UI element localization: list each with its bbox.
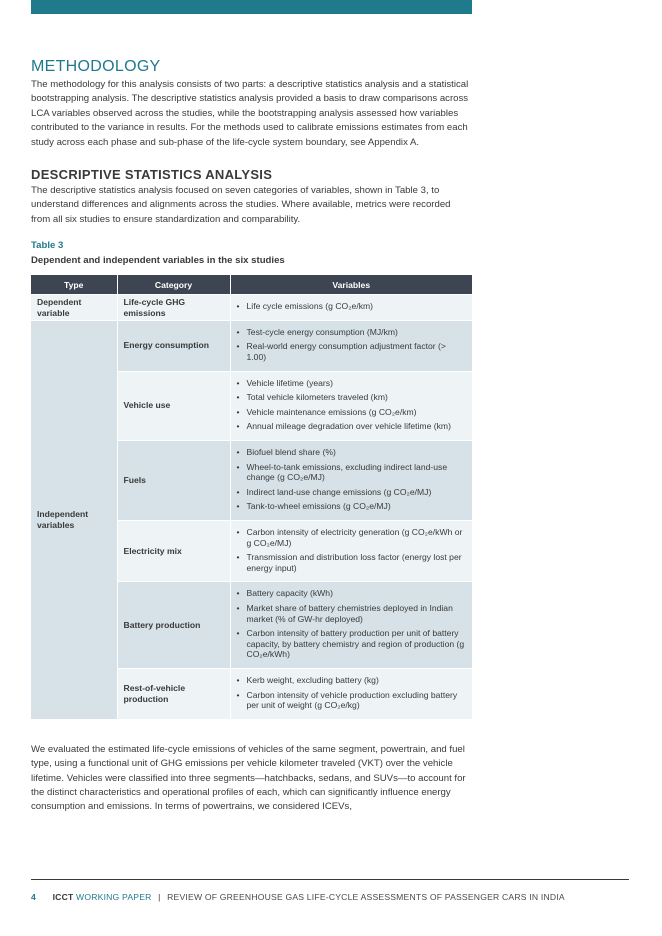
- page-content: [31, 56, 472, 815]
- category-cell: Fuels: [117, 441, 230, 521]
- table-header-row: [31, 275, 472, 295]
- variable-item: • Total vehicle kilometers traveled (km): [237, 392, 467, 403]
- variables-cell: [230, 441, 472, 521]
- header-type: Type: [31, 275, 117, 295]
- methodology-paragraph: The methodology for this analysis consists of two parts: a descriptive statistics analysis and a statistical bootstrapping analysis. The descriptive statistics analysis provided a basis to draw comparisons across LCA variables observed across the studies, while the bootstrapping analysis assessed how variables contributed to the variance in results. For the methods used to calibrate emissions estimates from each study across each phase and sub-phase of the life-cycle system boundary, see Appendix A.: [31, 79, 469, 148]
- variables-cell: [230, 295, 472, 321]
- category-cell: Vehicle use: [117, 371, 230, 440]
- variable-item: • Carbon intensity of battery production per unit of battery capacity, by battery chemistry and region of production (g CO₂e/kWh): [237, 628, 467, 660]
- after-table-paragraph: We evaluated the estimated life-cycle emissions of vehicles of the same segment, powertrain, and fuel type, using a functional unit of GHG emissions per vehicle kilometer traveled (VKT) over the vehicle lifetime. Vehicles were classified into three segments—hatchbacks, sedans, and SUVs—to account for the distinct characteristics and operational profiles of each, which can significantly influence energy consumption and emissions. In terms of powertrains, we considered ICEVs,: [31, 743, 466, 813]
- variable-item: • Tank-to-wheel emissions (g CO₂e/MJ): [237, 501, 467, 512]
- table-caption: Dependent and independent variables in the six studies: [31, 255, 285, 267]
- variable-item: • Life cycle emissions (g CO₂e/km): [237, 301, 467, 312]
- table-row: [31, 295, 472, 321]
- header-category: Category: [117, 275, 230, 295]
- footer-separator: |: [158, 892, 161, 902]
- type-cell: Dependent variable: [31, 295, 117, 321]
- category-cell: Rest-of-vehicle production: [117, 668, 230, 718]
- footer-title: REVIEW OF GREENHOUSE GAS LIFE-CYCLE ASSESSMENTS OF PASSENGER CARS IN INDIA: [167, 892, 565, 902]
- category-cell: Battery production: [117, 582, 230, 669]
- variables-cell: [230, 582, 472, 669]
- table-row: [31, 320, 472, 371]
- descriptive-heading: DESCRIPTIVE STATISTICS ANALYSIS: [31, 167, 273, 183]
- variables-cell: [230, 371, 472, 440]
- variable-item: • Carbon intensity of vehicle production excluding battery per unit of weight (g CO₂e/kg): [237, 690, 467, 711]
- category-cell: Electricity mix: [117, 520, 230, 581]
- variable-item: • Vehicle lifetime (years): [237, 378, 467, 389]
- variables-cell: [230, 520, 472, 581]
- variable-item: • Kerb weight, excluding battery (kg): [237, 675, 467, 686]
- category-cell: Life-cycle GHG emissions: [117, 295, 230, 321]
- page-footer: [31, 892, 565, 902]
- variable-item: • Indirect land-use change emissions (g CO₂e/MJ): [237, 487, 467, 498]
- variable-item: • Battery capacity (kWh): [237, 588, 467, 599]
- descriptive-paragraph: The descriptive statistics analysis focused on seven categories of variables, shown in Table 3, to understand differences and alignments across the studies. Where available, metrics were recorded from all six studies to ensure standardization and comparability.: [31, 185, 451, 225]
- type-cell: Independent variables: [31, 320, 117, 718]
- header-variables: Variables: [230, 275, 472, 295]
- header-color-bar: [31, 0, 472, 14]
- variable-item: • Wheel-to-tank emissions, excluding indirect land-use change (g CO₂e/MJ): [237, 462, 467, 483]
- methodology-heading: METHODOLOGY: [31, 58, 161, 75]
- footer-org: ICCT: [52, 892, 74, 902]
- table-label: Table 3: [31, 240, 64, 252]
- variable-item: • Real-world energy consumption adjustment factor (> 1.00): [237, 341, 467, 362]
- variable-item: • Biofuel blend share (%): [237, 447, 467, 458]
- variables-cell: [230, 320, 472, 371]
- category-cell: Energy consumption: [117, 320, 230, 371]
- footer-series: WORKING PAPER: [76, 892, 152, 902]
- variable-item: • Vehicle maintenance emissions (g CO₂e/km): [237, 407, 467, 418]
- variables-table: [31, 275, 472, 718]
- variables-cell: [230, 668, 472, 718]
- footer-divider: [31, 879, 629, 880]
- variable-item: • Market share of battery chemistries deployed in Indian market (% of GW-hr deployed): [237, 603, 467, 624]
- variable-item: • Transmission and distribution loss factor (energy lost per energy input): [237, 552, 467, 573]
- page-number: 4: [31, 892, 36, 902]
- variable-item: • Annual mileage degradation over vehicle lifetime (km): [237, 421, 467, 432]
- variable-item: • Carbon intensity of electricity generation (g CO₂e/kWh or g CO₂e/MJ): [237, 527, 467, 548]
- variable-item: • Test-cycle energy consumption (MJ/km): [237, 327, 467, 338]
